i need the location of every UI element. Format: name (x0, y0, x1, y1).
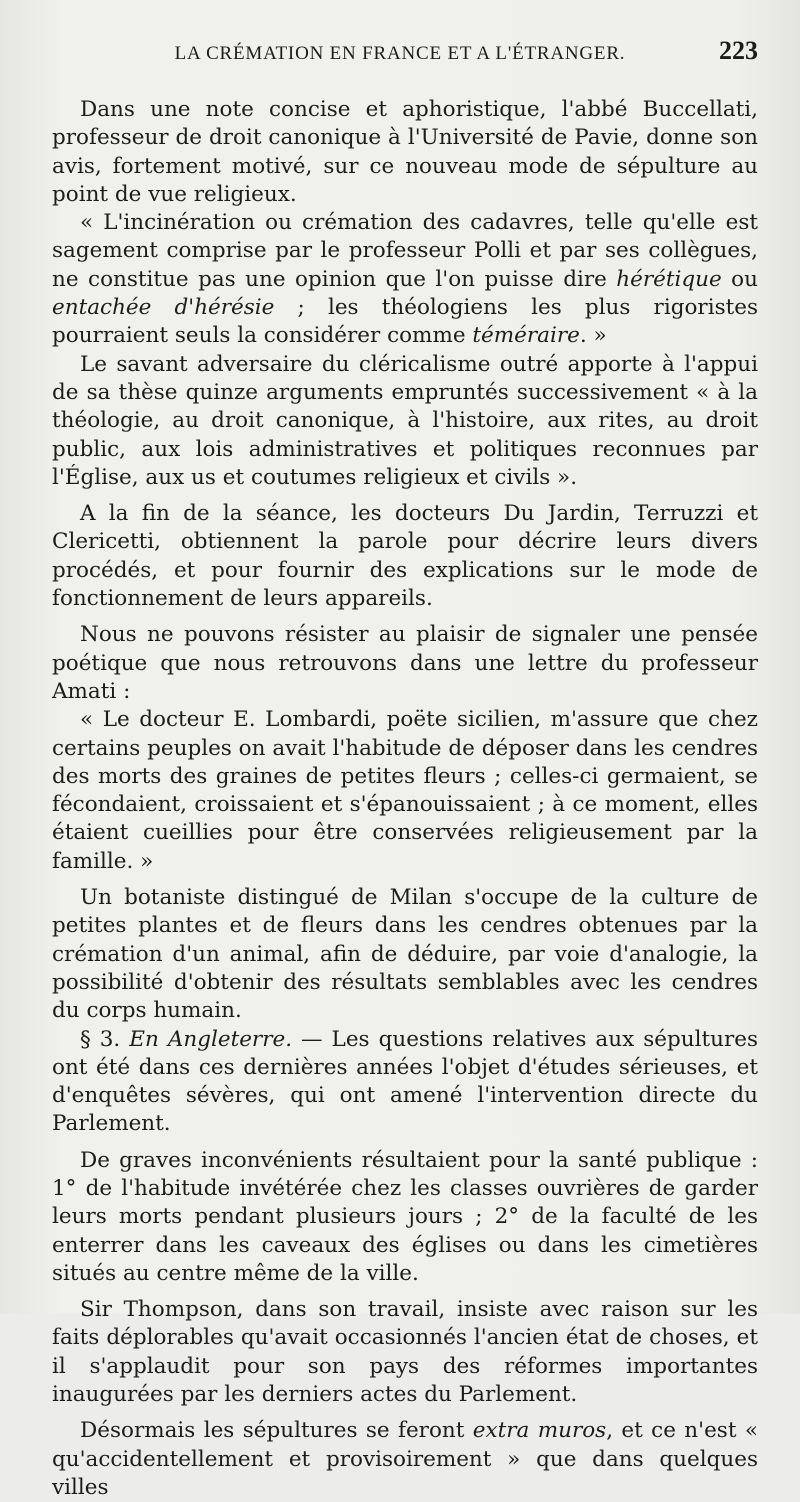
desormais-text-2: , et ce n'est « qu'accidentellement et provisoirement » que dans quelques villes (52, 1418, 758, 1500)
page-number: 223 (719, 36, 758, 65)
paragraph-buccellati: Dans une note concise et aphoristique, l'abbé Buccellati, professeur de droit canonique à l'Université de Pavie, donne son avis, fortement motivé, sur ce nouveau mode de sépulture au point de vue religieux. (52, 97, 758, 207)
desormais-text-1: Désormais les sépultures se feront (80, 1418, 473, 1444)
section-angleterre (52, 1026, 758, 1139)
running-title: LA CRÉMATION EN FRANCE ET A L'ÉTRANGER. (174, 43, 626, 64)
paragraph-inconvenients: De graves inconvénients résultaient pour la santé publique : 1° de l'habitude invétérée chez les classes ouvrières de garder leurs morts pendant plusieurs jours ; 2° de la faculté de les enterrer dans les caveaux des églises ou dans les cimetières situés au centre même de la ville. (52, 1147, 758, 1286)
quote-lombardi: « Le docteur E. Lombardi, poëte sicilien, m'assure que chez certains peuples on avait l'habitude de déposer dans les cendres des morts des graines de petites fleurs ; celles-ci germaient, se fécondaient, croissaient et s'épanouissaient ; à ce moment, elles étaient cueillies pour être conservées religieusement par la famille. » (52, 707, 758, 874)
paragraph-desormais (52, 1417, 758, 1502)
paragraph-seance: A la fin de la séance, les docteurs Du Jardin, Terruzzi et Clericetti, obtiennent la parole pour décrire leurs divers procédés, et pour fournir des explications sur le mode de fonctionnement de leurs appareils. (52, 501, 758, 612)
section-number: § 3. (80, 1026, 130, 1052)
body-text (52, 96, 758, 1502)
term-entachee: entachée d'hérésie (52, 295, 275, 321)
term-heretique: hérétique (616, 266, 722, 292)
quote-text-2: ou (721, 266, 758, 292)
term-extra-muros: extra muros (472, 1418, 607, 1444)
paragraph-pensee: Nous ne pouvons résister au plaisir de signaler une pensée poétique que nous retrouvons dans une lettre du professeur Amati : (52, 622, 758, 704)
quote-text-4: . » (579, 323, 607, 349)
paragraph-arguments: Le savant adversaire du cléricalisme outré apporte à l'appui de sa thèse quinze arguments empruntés successivement « à la théologie, au droit canonique, à l'histoire, aux rites, au droit public, aux lois administratives et politiques reconnues par l'Église, aux us et coutumes religieux et civils ». (52, 351, 758, 490)
paragraph-botaniste: Un botaniste distingué de Milan s'occupe de la culture de petites plantes et de fleurs dans les cendres obtenues par la crémation d'un animal, afin de déduire, par voie d'analogie, la possibilité d'obtenir des résultats semblables avec les cendres du corps humain. (52, 885, 758, 1024)
paragraph-thompson: Sir Thompson, dans son travail, insiste avec raison sur les faits déplorables qu'avait occasionnés l'ancien état de choses, et il s'applaudit pour son pays des réformes importantes inaugurées par les derniers actes du Parlement. (52, 1297, 758, 1408)
quote-incineration (52, 209, 758, 350)
section-text: — Les questions relatives aux sépultures ont été dans ces dernières années l'objet d'études sérieuses, et d'enquêtes sévères, qui ont amené l'intervention directe du Parlement. (52, 1026, 758, 1137)
page-header (52, 36, 758, 76)
section-title: En Angleterre. (129, 1026, 293, 1052)
term-temeraire: téméraire (472, 323, 580, 349)
quote-text-3: ; les théologiens les plus rigoristes pourraient seuls la considérer comme (52, 295, 759, 349)
quote-text-1: « L'incinération ou crémation des cadavres, telle qu'elle est sagement comprise par le professeur Polli et par ses collègues, ne constitue pas une opinion que l'on puisse dire (52, 210, 758, 292)
